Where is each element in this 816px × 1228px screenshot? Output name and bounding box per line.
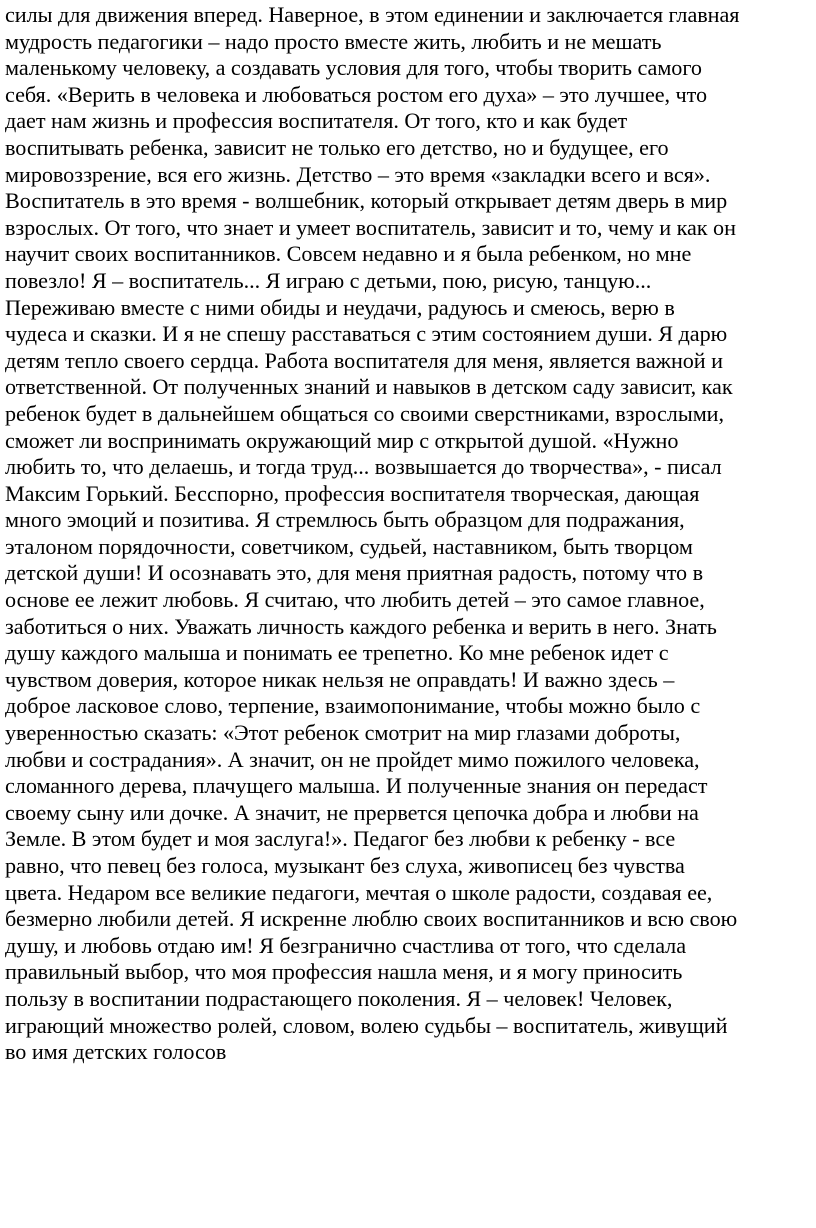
- text-line: равно, что певец без голоса, музыкант без слуха, живописец без чувства: [5, 853, 685, 878]
- text-line: уверенностью сказать: «Этот ребенок смотрит на мир глазами доброты,: [5, 720, 681, 746]
- text-line: себя. «Верить в человека и любоваться ростом его духа» – это лучшее, что: [5, 81, 708, 107]
- text-line: правильный выбор, что моя профессия нашла меня, и я могу приносить: [5, 959, 683, 985]
- text-line: силы для движения вперед. Наверное, в этом единении и заключается главная: [5, 2, 740, 27]
- text-line: Земле. В этом будет и моя заслуга!». Педагог без любви к ребенку - все: [5, 826, 676, 852]
- text-line: пользу в воспитании подрастающего поколения. Я – человек! Человек,: [5, 985, 673, 1011]
- text-line: доброе ласковое слово, терпение, взаимопонимание, чтобы можно было с: [5, 693, 701, 719]
- text-line: заботиться о них. Уважать личность каждого ребенка и верить в него. Знать: [5, 613, 717, 639]
- text-line: безмерно любили детей. Я искренне люблю своих воспитанников и всю свою: [5, 906, 738, 932]
- text-line: чувством доверия, которое никак нельзя не оправдать! И важно здесь –: [5, 666, 675, 692]
- text-line: эталоном порядочности, советчиком, судьей, наставником, быть творцом: [5, 533, 693, 559]
- text-line: во имя детских голосов: [5, 1039, 227, 1065]
- text-line: дает нам жизнь и профессия воспитателя. От того, кто и как будет: [5, 108, 628, 134]
- text-line: ответственной. От полученных знаний и навыков в детском саду зависит, как: [5, 374, 733, 400]
- text-line: маленькому человеку, а создавать условия для того, чтобы творить самого: [5, 55, 702, 81]
- text-line: повезло! Я – воспитатель... Я играю с детьми, пою, рисую, танцую...: [5, 267, 652, 293]
- text-line: своему сыну или дочке. А значит, не прервется цепочка добра и любви на: [5, 799, 699, 825]
- text-line: душу, и любовь отдаю им! Я безгранично счастлива от того, что сделала: [5, 932, 687, 958]
- essay-text: [5, 2, 816, 1066]
- text-line: сможет ли воспринимать окружающий мир с открытой душой. «Нужно: [5, 427, 679, 453]
- text-line: детской души! И осознавать это, для меня приятная радость, потому что в: [5, 560, 704, 586]
- text-line: чудеса и сказки. И я не спешу расставаться с этим состоянием души. Я дарю: [5, 321, 728, 347]
- text-line: детям тепло своего сердца. Работа воспитателя для меня, является важной и: [5, 347, 723, 373]
- text-line: душу каждого малыша и понимать ее трепетно. Ко мне ребенок идет с: [5, 640, 669, 666]
- text-line: основе ее лежит любовь. Я считаю, что любить детей – это самое главное,: [5, 587, 705, 613]
- text-line: любви и сострадания». А значит, он не пройдет мимо пожилого человека,: [5, 746, 700, 772]
- text-line: взрослых. От того, что знает и умеет воспитатель, зависит и то, чему и как он: [5, 214, 736, 240]
- text-line: научит своих воспитанников. Совсем недавно и я была ребенком, но мне: [5, 241, 692, 267]
- text-line: мудрость педагогики – надо просто вместе жить, любить и не мешать: [5, 28, 662, 54]
- text-line: любить то, что делаешь, и тогда труд... возвышается до творчества», - писал: [5, 454, 722, 480]
- text-line: цвета. Недаром все великие педагоги, мечтая о школе радости, создавая ее,: [5, 879, 713, 905]
- text-line: Максим Горький. Бесспорно, профессия воспитателя творческая, дающая: [5, 480, 700, 506]
- text-line: сломанного дерева, плачущего малыша. И полученные знания он передаст: [5, 773, 708, 799]
- text-line: играющий множество ролей, словом, волею судьбы – воспитатель, живущий: [5, 1012, 728, 1038]
- text-line: воспитывать ребенка, зависит не только его детство, но и будущее, его: [5, 134, 669, 160]
- text-line: Воспитатель в это время - волшебник, который открывает детям дверь в мир: [5, 188, 728, 214]
- text-line: много эмоций и позитива. Я стремлюсь быть образцом для подражания,: [5, 507, 685, 533]
- text-line: Переживаю вместе с ними обиды и неудачи, радуюсь и смеюсь, верю в: [5, 294, 675, 320]
- text-line: мировоззрение, вся его жизнь. Детство – это время «закладки всего и вся».: [5, 161, 711, 187]
- text-line: ребенок будет в дальнейшем общаться со своими сверстниками, взрослыми,: [5, 400, 725, 426]
